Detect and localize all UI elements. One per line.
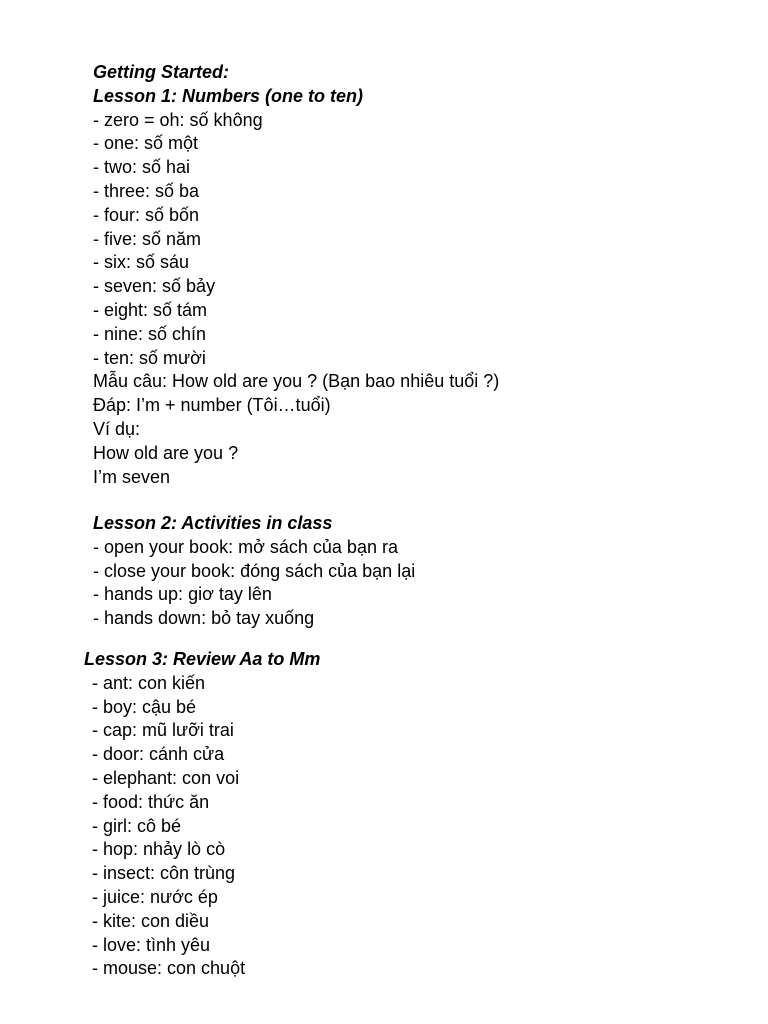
- list-item: - four: số bốn: [93, 204, 200, 225]
- list-item: - boy: cậu bé: [92, 696, 197, 717]
- lesson-1-title: Lesson 1: Numbers (one to ten): [93, 85, 364, 106]
- answer-pattern: Đáp: I’m + number (Tôi…tuổi): [93, 395, 331, 416]
- list-item: - food: thức ăn: [92, 791, 210, 812]
- list-item: - mouse: con chuột: [92, 958, 246, 979]
- list-item: - close your book: đóng sách của bạn lại: [93, 560, 416, 581]
- getting-started-heading: Getting Started:: [93, 62, 230, 82]
- list-item: - hands down: bỏ tay xuống: [93, 608, 315, 629]
- lesson-2-title: Lesson 2: Activities in class: [93, 513, 333, 533]
- example-answer: I’m seven: [93, 466, 171, 487]
- list-item: - ant: con kiến: [92, 672, 206, 693]
- list-item: - two: số hai: [93, 157, 191, 178]
- list-item: - eight: số tám: [93, 299, 208, 320]
- lesson-3-title: Lesson 3: Review Aa to Mm: [84, 649, 321, 669]
- list-item: - elephant: con voi: [92, 767, 240, 788]
- list-item: - girl: cô bé: [92, 815, 182, 836]
- lesson-2-section: [93, 512, 415, 631]
- list-item: - open your book: mở sách của bạn ra: [93, 536, 398, 557]
- list-item: - nine: số chín: [93, 323, 207, 344]
- list-item: - hands up: giơ tay lên: [93, 584, 272, 605]
- lesson-3-section: [84, 648, 320, 981]
- list-item: - hop: nhảy lò cò: [92, 839, 226, 860]
- list-item: - six: số sáu: [93, 252, 190, 273]
- list-item: - five: số năm: [93, 228, 202, 249]
- example-question: How old are you ?: [93, 442, 239, 463]
- list-item: - kite: con diều: [92, 910, 210, 931]
- sentence-pattern: Mẫu câu: How old are you ? (Bạn bao nhiêu tuổi ?): [93, 371, 500, 392]
- list-item: - door: cánh cửa: [92, 744, 225, 765]
- list-item: - seven: số bảy: [93, 276, 216, 297]
- list-item: - ten: số mười: [93, 347, 206, 368]
- example-label: Ví dụ:: [93, 418, 141, 439]
- list-item: - insect: côn trùng: [92, 863, 236, 884]
- list-item: - zero = oh: số không: [93, 109, 263, 130]
- lesson-1-section: [93, 61, 499, 489]
- list-item: - one: số một: [93, 133, 199, 154]
- list-item: - love: tình yêu: [92, 934, 211, 955]
- list-item: - juice: nước ép: [92, 886, 218, 907]
- list-item: - cap: mũ lưỡi trai: [92, 720, 234, 741]
- list-item: - three: số ba: [93, 180, 200, 201]
